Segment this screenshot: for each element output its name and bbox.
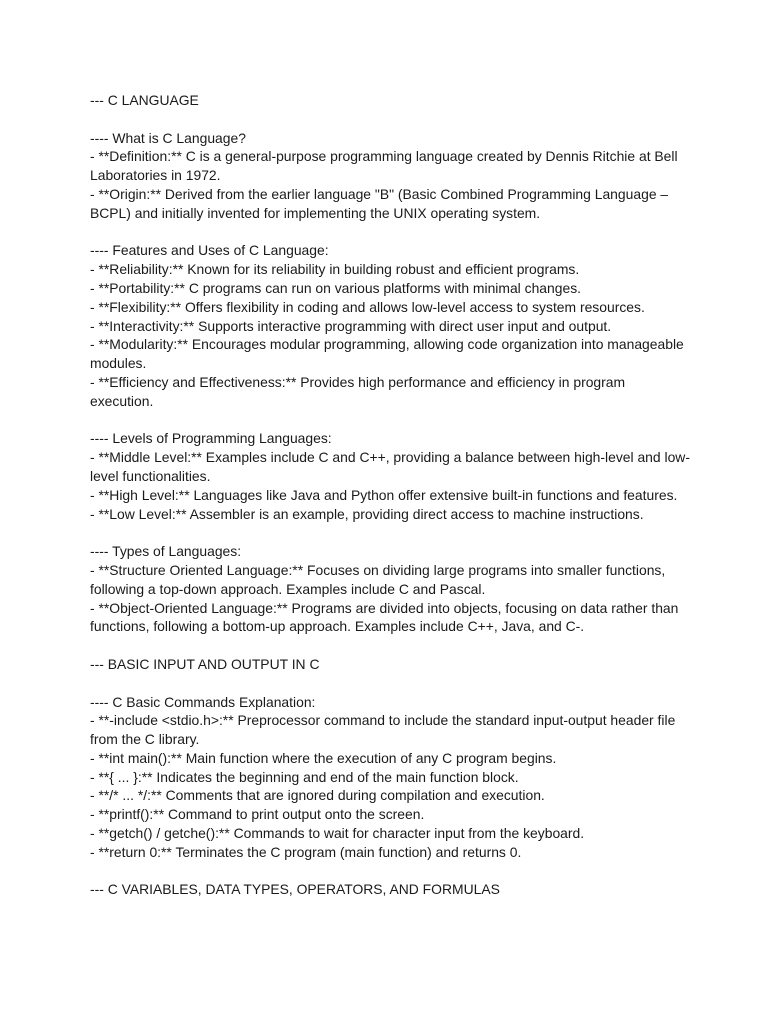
list-item: - **getch() / getche():** Commands to wait for character input from the keyboard.	[90, 825, 585, 842]
subsection-heading: ---- C Basic Commands Explanation:	[90, 693, 316, 710]
list-item: - **Origin:** Derived from the earlier language "B" (Basic Combined Programming Language – BCPL) and initially invented for implementing the UNIX operating system.	[90, 185, 672, 221]
list-item: - **-include <stdio.h>:** Preprocessor command to include the standard input-output header file from the C library.	[90, 712, 680, 748]
section-heading: --- BASIC INPUT AND OUTPUT IN C	[90, 655, 320, 672]
subsection-heading: ---- What is C Language?	[90, 129, 246, 146]
paragraph-spacer	[90, 674, 690, 693]
paragraph-spacer	[90, 523, 690, 542]
list-item: - **Efficiency and Effectiveness:** Provides high performance and efficiency in program execution.	[90, 373, 629, 409]
subsection-heading: ---- Features and Uses of C Language:	[90, 242, 329, 259]
list-item: - **Reliability:** Known for its reliability in building robust and efficient programs.	[90, 261, 580, 278]
list-item: - **{ ... }:** Indicates the beginning and end of the main function block.	[90, 768, 519, 785]
section-heading: --- C VARIABLES, DATA TYPES, OPERATORS, AND FORMULAS	[90, 881, 500, 898]
paragraph-spacer	[90, 636, 690, 655]
section-heading: --- C LANGUAGE	[90, 92, 199, 108]
list-item: - **Structure Oriented Language:** Focuses on dividing large programs into smaller functions, following a top-down approach. Examples include C and Pascal.	[90, 561, 670, 597]
list-item: - **Low Level:** Assembler is an example, providing direct access to machine instructions.	[90, 505, 644, 522]
list-item: - **Modularity:** Encourages modular programming, allowing code organization into manageable modules.	[90, 336, 688, 372]
list-item: - **int main():** Main function where the execution of any C program begins.	[90, 749, 557, 766]
list-item: - **Definition:** C is a general-purpose programming language created by Dennis Ritchie at Bell Laboratories in 1972.	[90, 148, 682, 184]
list-item: - **Flexibility:** Offers flexibility in coding and allows low-level access to system resources.	[90, 298, 645, 315]
subsection-heading: ---- Types of Languages:	[90, 543, 242, 560]
paragraph-spacer	[90, 411, 690, 430]
list-item: - **Interactivity:** Supports interactive programming with direct user input and output.	[90, 317, 612, 334]
list-item: - **printf():** Command to print output onto the screen.	[90, 806, 425, 823]
list-item: - **return 0:** Terminates the C program (main function) and returns 0.	[90, 843, 522, 860]
paragraph-spacer	[90, 223, 690, 242]
list-item: - **Middle Level:** Examples include C and C++, providing a balance between high-level and low-level functionalities.	[90, 449, 690, 484]
subsection-heading: ---- Levels of Programming Languages:	[90, 430, 332, 447]
list-item: - **High Level:** Languages like Java and Python offer extensive built-in functions and features.	[90, 486, 678, 503]
list-item: - **/* ... */:** Comments that are ignored during compilation and execution.	[90, 787, 545, 804]
paragraph-spacer	[90, 862, 690, 881]
document-body	[90, 91, 690, 899]
paragraph-spacer	[90, 110, 690, 129]
list-item: - **Object-Oriented Language:** Programs are divided into objects, focusing on data rather than functions, following a bottom-up approach. Examples include C++, Java, and C-.	[90, 599, 683, 635]
document-content	[90, 91, 690, 899]
list-item: - **Portability:** C programs can run on various platforms with minimal changes.	[90, 279, 582, 296]
